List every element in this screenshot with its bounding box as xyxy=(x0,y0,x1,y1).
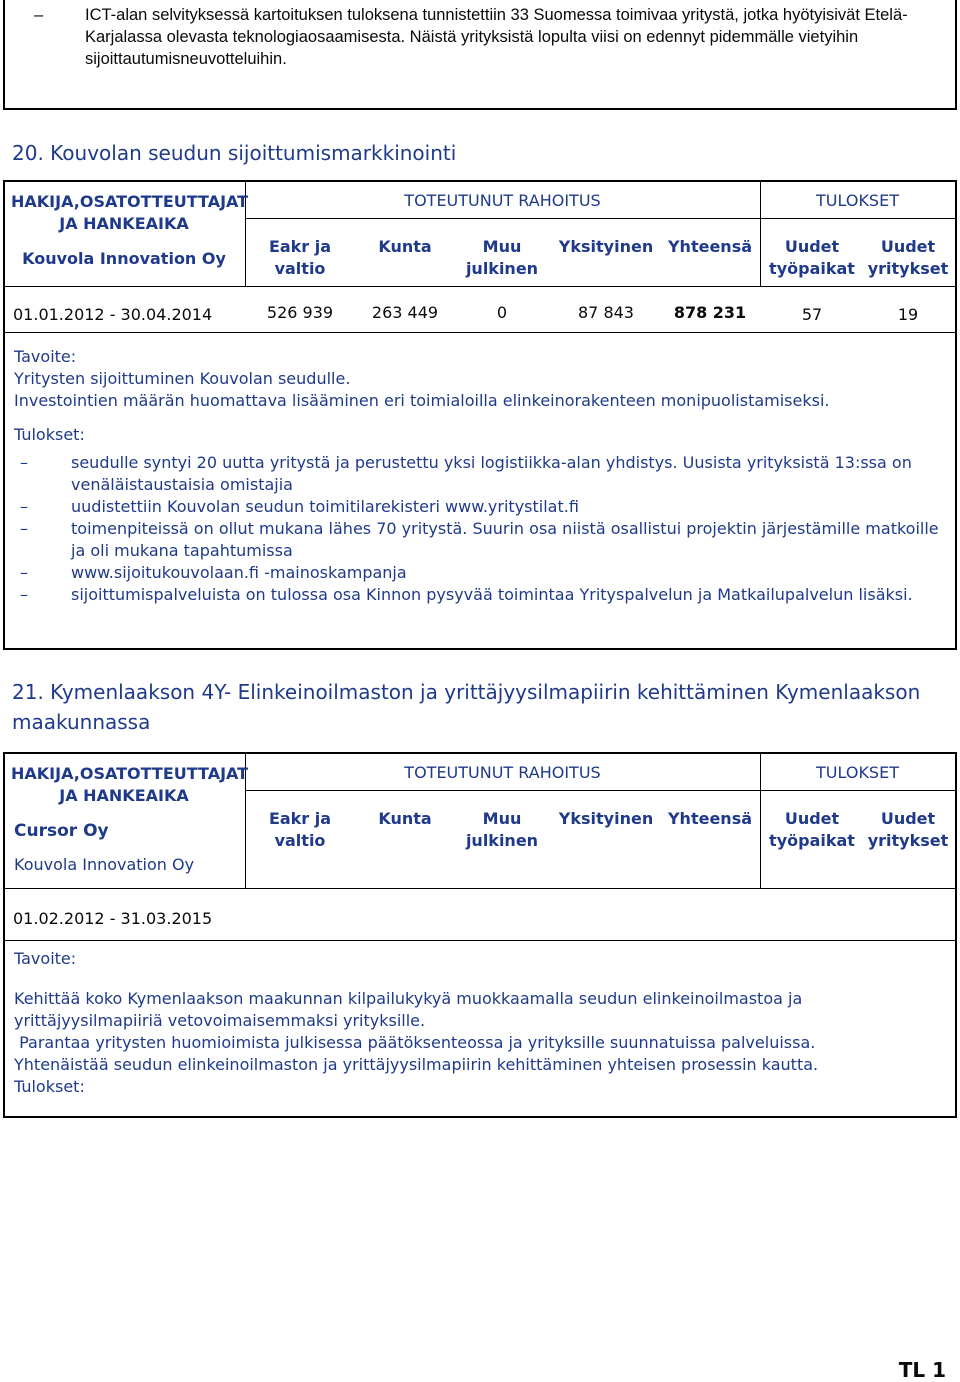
divider xyxy=(245,218,955,219)
section-21-box xyxy=(3,752,957,1118)
col-eakr: Eakr ja valtio xyxy=(268,809,332,850)
page-label: TL 1 xyxy=(898,1358,946,1382)
intro-list xyxy=(19,4,919,70)
divider xyxy=(5,286,955,287)
col-muu: Muu julkinen xyxy=(465,237,539,278)
divider xyxy=(5,888,955,889)
goal-line: Yhtenäistää seudun elinkeinoilmaston ja yrittäjyysilmapiirin kehittäminen yhteisen prosessin kautta. xyxy=(14,1055,819,1074)
goal-label: Tavoite: xyxy=(14,347,77,366)
period: 01.01.2012 - 30.04.2014 xyxy=(13,305,213,324)
results-header: TULOKSET xyxy=(816,191,899,210)
result-item: – www.sijoitukouvolaan.fi -mainoskampanja xyxy=(5,562,950,584)
col-tyopaikat: Uudet työpaikat xyxy=(769,809,855,850)
value-tyopaikat: 57 xyxy=(801,305,823,324)
goal-line: Yritysten sijoittuminen Kouvolan seudulle. xyxy=(14,369,351,388)
partner-name: Kouvola Innovation Oy xyxy=(14,855,195,874)
results-header: TULOKSET xyxy=(816,763,899,782)
goal-block xyxy=(14,948,944,1098)
col-yhteensa: Yhteensä xyxy=(667,237,753,256)
actors-header: HAKIJA,OSATOTTEUTTAJAT JA HANKEAIKA xyxy=(11,764,249,805)
divider xyxy=(245,790,955,791)
value-yhteensa: 878 231 xyxy=(673,303,747,322)
result-item: – toimenpiteissä on ollut mukana lähes 70 yritystä. Suurin osa niistä osallistui projektin järjestämille matkoille ja oli mukana tapahtumissa xyxy=(5,518,950,562)
col-tyopaikat: Uudet työpaikat xyxy=(769,237,855,278)
results-list xyxy=(5,452,950,606)
goal-label: Tavoite: xyxy=(14,949,77,968)
goal-line: Parantaa yritysten huomioimista julkisessa päätöksenteossa ja yrityksille suunnatuissa palveluissa. xyxy=(14,1033,816,1052)
col-yritykset: Uudet yritykset xyxy=(867,237,949,278)
divider xyxy=(5,332,955,333)
applicant-name: Kouvola Innovation Oy xyxy=(22,249,226,268)
intro-bullet: – ICT-alan selvityksessä kartoituksen tuloksena tunnistettiin 33 Suomessa toimivaa yritystä, jotka hyötyisivät Etelä-Karjalassa olevasta teknologiaosaamisesta. Näistä yrityksistä lopulta viisi on edennyt pidemmälle vietyihin sijoittautumisneuvotteluihin. xyxy=(19,4,919,70)
value-yritykset: 19 xyxy=(897,305,919,324)
goal-block xyxy=(14,346,944,446)
applicant-name: Cursor Oy xyxy=(14,821,109,841)
section-20-box xyxy=(3,180,957,650)
intro-box xyxy=(3,0,957,110)
funding-header: TOTEUTUNUT RAHOITUS xyxy=(404,763,601,782)
goal-line: Kehittää koko Kymenlaakson maakunnan kilpailukykyä muokkaamalla seudun elinkeinoilmastoa ja yrittäjyysilmapiiriä vetovoimaisemmaksi yrityksille. xyxy=(14,989,803,1030)
result-item: – sijoittumispalveluista on tulossa osa Kinnon pysyvää toimintaa Yrityspalvelun ja Matkailupalvelun lisäksi. xyxy=(5,584,950,606)
col-kunta: Kunta xyxy=(378,237,432,256)
results-label: Tulokset: xyxy=(14,1077,85,1096)
col-yhteensa: Yhteensä xyxy=(667,809,753,828)
value-muu: 0 xyxy=(496,303,508,322)
col-yksityinen: Yksityinen xyxy=(558,809,654,828)
results-label: Tulokset: xyxy=(14,425,85,444)
col-kunta: Kunta xyxy=(378,809,432,828)
value-eakr: 526 939 xyxy=(266,303,334,322)
funding-header: TOTEUTUNUT RAHOITUS xyxy=(404,191,601,210)
col-yritykset: Uudet yritykset xyxy=(867,809,949,850)
actors-header: HAKIJA,OSATOTTEUTTAJAT JA HANKEAIKA xyxy=(11,192,249,233)
section-20-title: 20. Kouvolan seudun sijoittumismarkkinointi xyxy=(12,141,457,165)
result-item: – uudistettiin Kouvolan seudun toimitilarekisteri www.yritystilat.fi xyxy=(5,496,950,518)
section-21-title: 21. Kymenlaakson 4Y- Elinkeinoilmaston ja yrittäjyysilmapiirin kehittäminen Kymenlaakson maakunnassa xyxy=(12,680,921,734)
value-kunta: 263 449 xyxy=(371,303,439,322)
period: 01.02.2012 - 31.03.2015 xyxy=(13,909,213,928)
goal-line: Investointien määrän huomattava lisääminen eri toimialoilla elinkeinorakenteen monipuolistamiseksi. xyxy=(14,391,830,410)
result-item: – seudulle syntyi 20 uutta yritystä ja perustettu yksi logistiikka-alan yhdistys. Uusista yrityksistä 13:ssa on venäläistaustaisia omistajia xyxy=(5,452,950,496)
divider xyxy=(5,940,955,941)
col-yksityinen: Yksityinen xyxy=(558,237,654,256)
value-yksityinen: 87 843 xyxy=(578,303,634,322)
col-muu: Muu julkinen xyxy=(465,809,539,850)
col-eakr: Eakr ja valtio xyxy=(268,237,332,278)
